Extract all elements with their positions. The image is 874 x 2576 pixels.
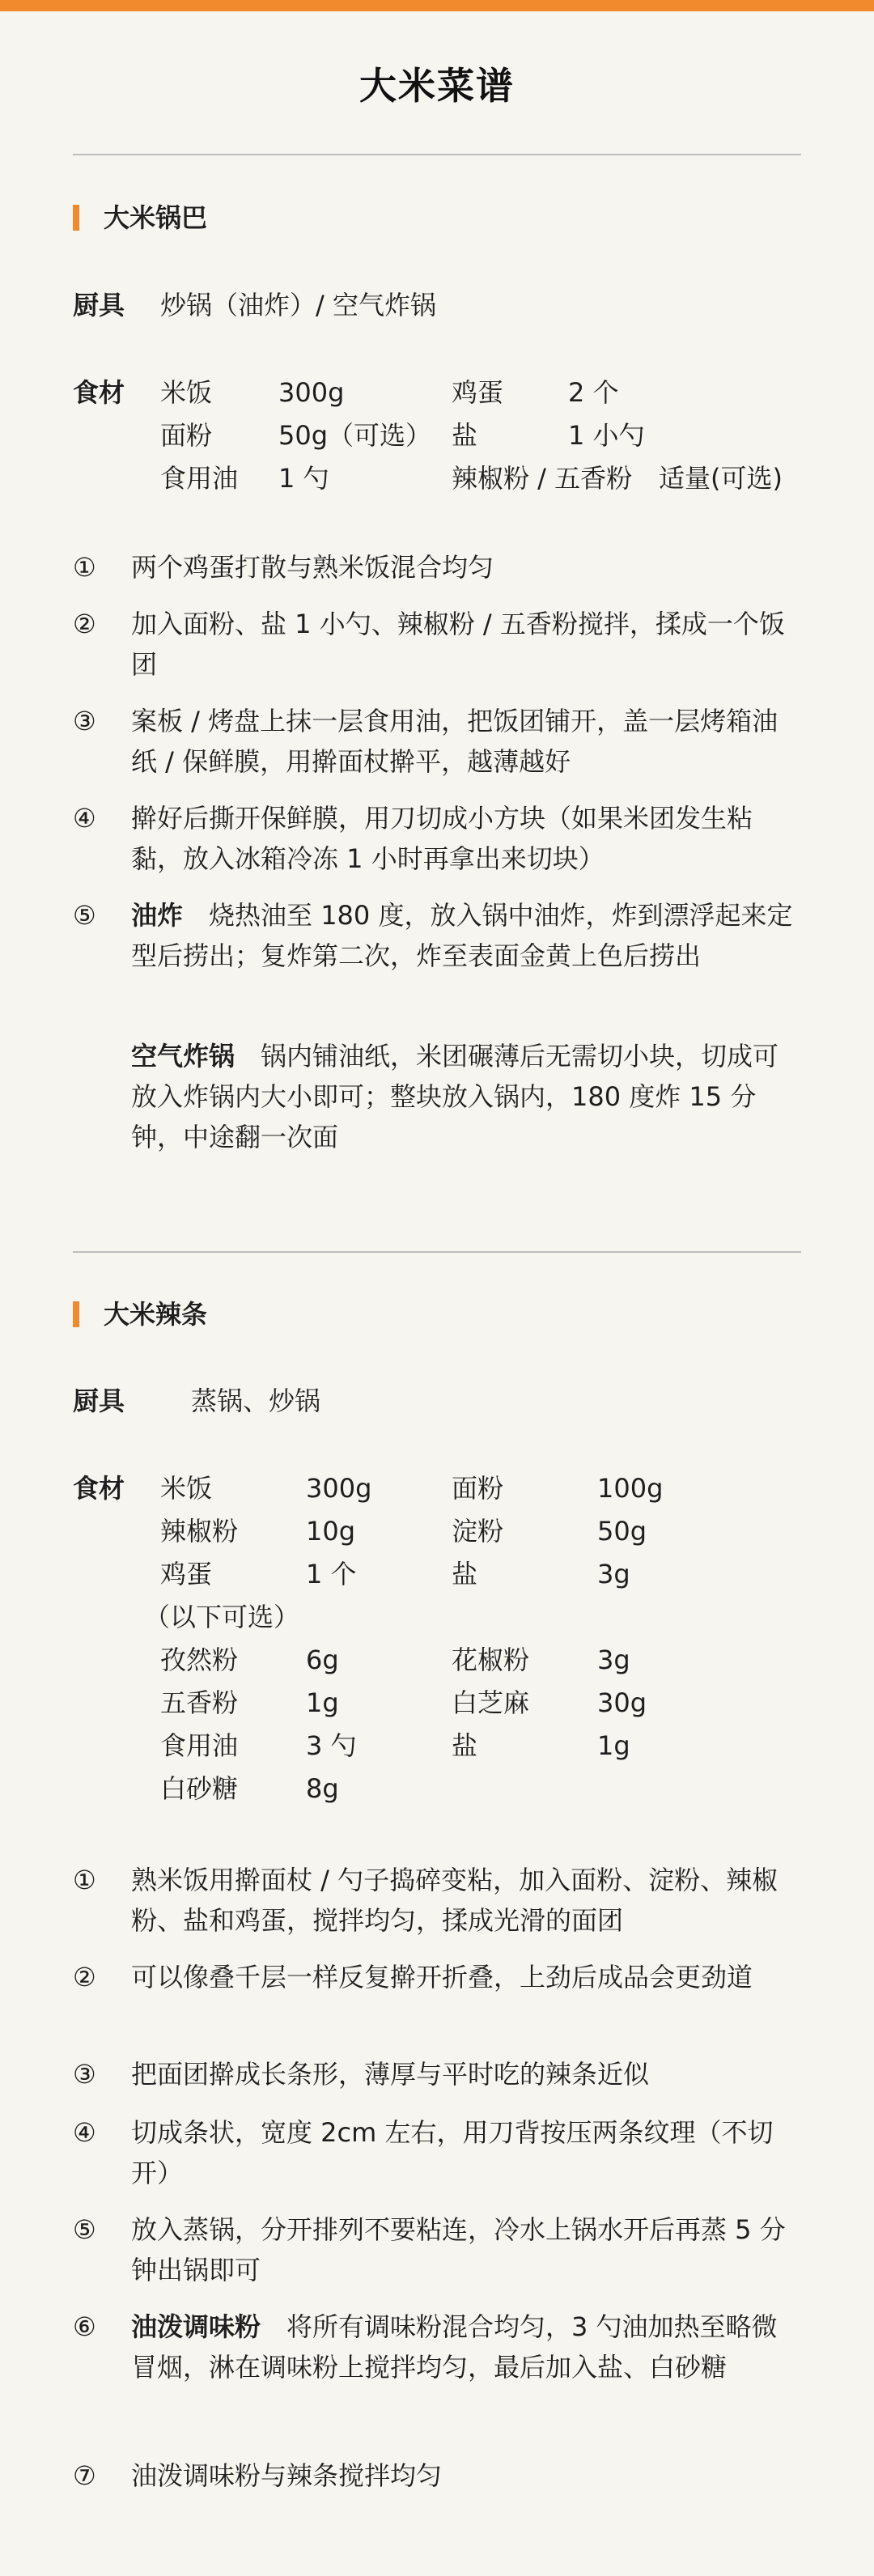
ingredient-name: 花椒粉 <box>452 1644 530 1675</box>
step-item <box>73 1860 801 1941</box>
ingredient-name: 辣椒粉 / 五香粉 <box>452 463 633 494</box>
step-item <box>73 2054 801 2094</box>
ingredient-amount: 2 个 <box>568 377 619 408</box>
ingredient-name: 食用油 <box>160 1730 239 1761</box>
ingredient-name: 辣椒粉 <box>160 1516 239 1547</box>
ingredient-name: 米饭 <box>160 1473 213 1504</box>
step-item <box>73 2455 801 2496</box>
section-marker <box>73 1301 79 1327</box>
step-text: 将所有调味粉混合均匀，3 勺油加热至略微冒烟，淋在调味粉上搅拌均匀，最后加入盐、白砂糖 <box>131 2311 778 2383</box>
step-text: 烧热油至 180 度，放入锅中油炸，炸到漂浮起来定型后捞出；复炸第二次，炸至表面金黄上色后捞出 <box>131 900 793 971</box>
step-number: ② <box>73 609 96 639</box>
ingredient-name: 盐 <box>452 420 478 451</box>
step-text: 油泼调味粉与辣条搅拌均匀 <box>131 2460 443 2491</box>
step-text: 熟米饭用擀面杖 / 勺子捣碎变粘，加入面粉、淀粉、辣椒粉、盐和鸡蛋，搅拌均匀，揉成光滑的面团 <box>131 1865 779 1936</box>
step-text: 切成条状，宽度 2cm 左右，用刀背按压两条纹理（不切开） <box>131 2117 774 2188</box>
tools-label: 厨具 <box>73 290 125 320</box>
ingredient-amount: 300g <box>278 377 345 408</box>
optional-label: （以下可选） <box>144 1602 300 1632</box>
ingredient-name: 盐 <box>452 1730 478 1761</box>
ingredient-amount: 1 个 <box>306 1559 357 1589</box>
section-header <box>73 198 801 239</box>
step-item <box>73 2112 801 2193</box>
ingredient-name: 鸡蛋 <box>160 1559 213 1589</box>
air-fryer-text: 锅内铺油纸，米团碾薄后无需切小块，切成可放入炸锅内大小即可；整块放入锅内，180 度炸 15 分钟，中途翻一次面 <box>131 1041 779 1152</box>
ingredient-name: 米饭 <box>160 377 213 408</box>
step-number: ① <box>73 552 96 583</box>
ingredient-amount: 适量(可选) <box>659 463 783 494</box>
step-number: ⑤ <box>73 900 96 931</box>
step-text: 放入蒸锅，分开排列不要粘连，冷水上锅水开后再蒸 5 分钟出锅即可 <box>131 2214 786 2285</box>
ingredient-name: 孜然粉 <box>160 1644 239 1675</box>
tools-value: 炒锅（油炸）/ 空气炸锅 <box>160 290 436 320</box>
ingredient-amount: 50g <box>597 1516 647 1547</box>
section-marker <box>73 205 79 231</box>
ingredients-label: 食材 <box>73 1473 125 1504</box>
air-fryer-highlight: 空气炸锅 <box>131 1041 235 1072</box>
tools-row <box>73 1381 125 1421</box>
step-highlight: 油炸 <box>131 900 184 931</box>
ingredient-amount: 1 小勺 <box>568 420 645 451</box>
ingredient-amount: 300g <box>306 1473 372 1504</box>
step-text: 两个鸡蛋打散与熟米饭混合均匀 <box>131 552 494 583</box>
tools-label: 厨具 <box>73 1386 125 1416</box>
step-number: ⑤ <box>73 2214 96 2245</box>
page-title: 大米菜谱 <box>359 64 515 108</box>
divider <box>73 154 801 155</box>
recipe-title: 大米锅巴 <box>104 202 208 233</box>
step-text: 可以像叠千层一样反复擀开折叠，上劲后成品会更劲道 <box>131 1962 753 1992</box>
step-item <box>73 2209 801 2290</box>
recipe-section-guoba <box>73 198 801 239</box>
step-text: 加入面粉、盐 1 小勺、辣椒粉 / 五香粉搅拌，揉成一个饭团 <box>131 609 785 680</box>
ingredient-amount: 30g <box>597 1687 647 1718</box>
ingredient-amount: 1 勺 <box>278 463 329 494</box>
ingredient-amount: 6g <box>306 1644 339 1675</box>
step-text: 案板 / 烤盘上抹一层食用油，把饭团铺开，盖一层烤箱油纸 / 保鲜膜，用擀面杖擀平，越薄越好 <box>131 706 779 777</box>
ingredient-name: 面粉 <box>452 1473 504 1504</box>
ingredient-name: 白芝麻 <box>452 1687 530 1718</box>
step-text: 把面团擀成长条形，薄厚与平时吃的辣条近似 <box>131 2059 650 2090</box>
section-header <box>73 1295 801 1335</box>
ingredient-amount: 8g <box>306 1773 339 1804</box>
ingredient-name: 面粉 <box>160 420 213 451</box>
divider <box>73 1251 801 1253</box>
recipe-title: 大米辣条 <box>104 1299 208 1330</box>
step-item <box>73 701 801 782</box>
step-highlight: 油泼调味粉 <box>131 2311 261 2342</box>
step-item <box>73 1957 801 2038</box>
ingredient-amount: 10g <box>306 1516 356 1547</box>
ingredient-amount: 1g <box>306 1687 339 1718</box>
step-item <box>73 547 801 588</box>
ingredient-amount: 3g <box>597 1644 630 1675</box>
step-number: ③ <box>73 706 96 736</box>
step-number: ⑥ <box>73 2311 96 2342</box>
step-number: ⑦ <box>73 2460 96 2491</box>
recipe-section-latiao <box>73 1295 801 1335</box>
step-item <box>73 604 801 685</box>
step-item <box>73 2307 801 2428</box>
top-accent-bar <box>0 0 874 11</box>
step-number: ④ <box>73 803 96 834</box>
ingredient-amount: 1g <box>597 1730 630 1761</box>
tools-row <box>73 285 125 325</box>
ingredients-label: 食材 <box>73 377 125 408</box>
ingredient-name: 鸡蛋 <box>452 377 504 408</box>
ingredient-name: 五香粉 <box>160 1687 239 1718</box>
ingredient-name: 盐 <box>452 1559 478 1589</box>
ingredient-name: 食用油 <box>160 463 239 494</box>
ingredient-amount: 3g <box>597 1559 630 1589</box>
ingredient-amount: 3 勺 <box>306 1730 357 1761</box>
air-fryer-note <box>73 1036 801 1157</box>
ingredient-amount: 50g（可选） <box>278 420 432 451</box>
step-number: ④ <box>73 2117 96 2148</box>
step-item <box>73 895 801 1016</box>
step-number: ③ <box>73 2059 96 2090</box>
step-number: ① <box>73 1865 96 1895</box>
ingredient-name: 白砂糖 <box>160 1773 239 1804</box>
ingredient-name: 淀粉 <box>452 1516 504 1547</box>
ingredient-amount: 100g <box>597 1473 664 1504</box>
tools-value: 蒸锅、炒锅 <box>191 1386 321 1416</box>
step-text: 擀好后撕开保鲜膜，用刀切成小方块（如果米团发生粘黏，放入冰箱冷冻 1 小时再拿出来切块） <box>131 803 753 874</box>
step-item <box>73 798 801 879</box>
step-number: ② <box>73 1962 96 1992</box>
